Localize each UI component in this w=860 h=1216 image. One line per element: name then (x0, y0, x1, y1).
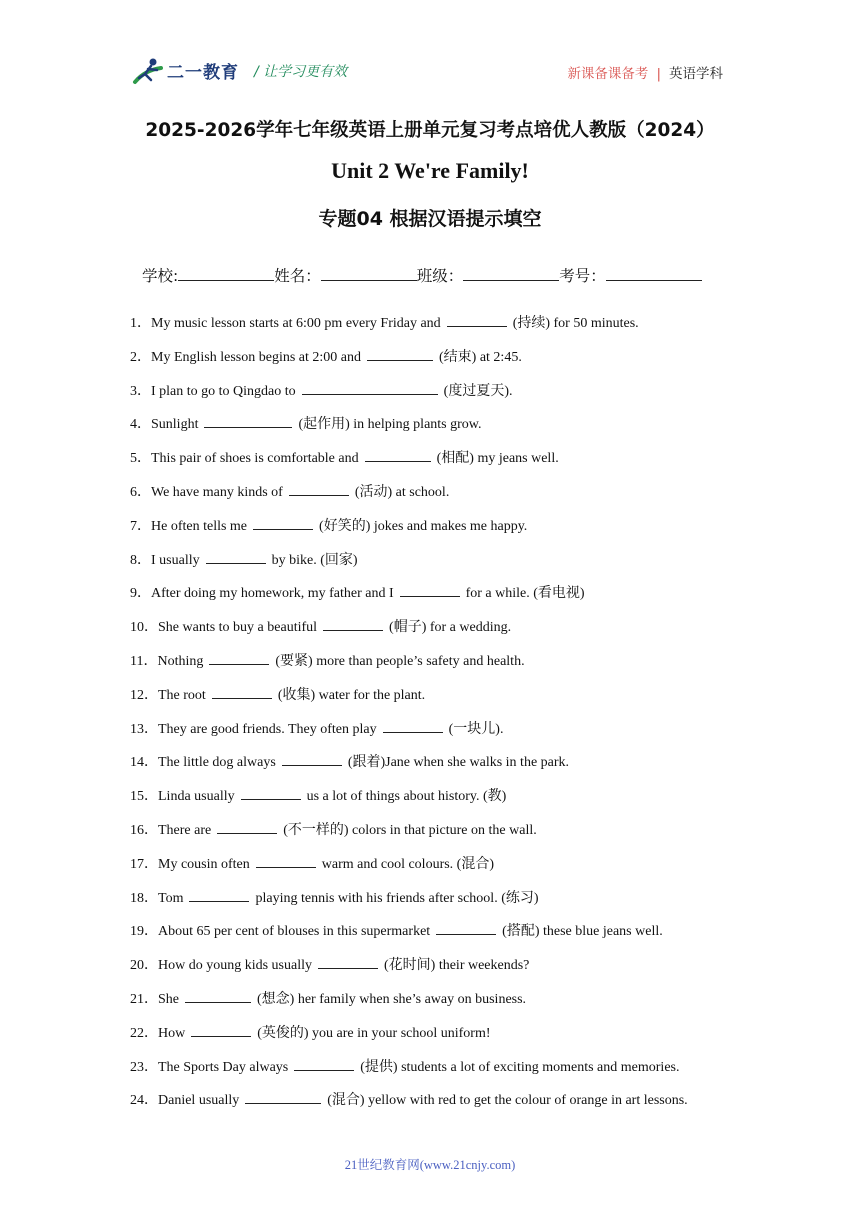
question-text-before: Linda usually (158, 789, 235, 805)
answer-blank[interactable] (209, 651, 269, 665)
question-number: 11． (130, 653, 158, 669)
question-number: 16． (130, 822, 158, 838)
answer-blank[interactable] (436, 921, 496, 935)
runner-logo-icon (131, 56, 167, 88)
question-number: 19． (130, 924, 158, 940)
answer-blank[interactable] (185, 989, 251, 1003)
unit-title: Unit 2 We're Family! (331, 158, 529, 183)
question-hint-after: (活动) at school. (354, 484, 450, 500)
student-info-row (142, 264, 702, 286)
question-item (130, 651, 790, 685)
question-hint-after: (提供) students a lot of exciting moments and memories. (360, 1059, 680, 1075)
question-item (130, 1023, 790, 1057)
school-label: 学校: (142, 267, 179, 285)
question-hint-after: (要紧) more than people’s safety and health. (275, 653, 525, 669)
question-number: 1． (130, 316, 151, 331)
question-text-before: After doing my homework, my father and I (151, 586, 394, 602)
header-separator: | (656, 66, 661, 82)
question-text-before: About 65 per cent of blouses in this supermarket (158, 924, 431, 940)
answer-blank[interactable] (294, 1057, 354, 1071)
exam-number-field[interactable] (606, 264, 702, 281)
question-hint-after: (英俊的) you are in your school uniform! (257, 1025, 491, 1041)
question-number: 9． (130, 586, 151, 602)
header-subject (567, 62, 723, 82)
question-hint-after: (好笑的) jokes and makes me happy. (319, 518, 528, 534)
question-hint-after: (结束) at 2:45. (439, 349, 522, 365)
question-item (130, 989, 790, 1023)
question-hint-after: by bike. (回家) (271, 552, 358, 568)
question-item (130, 719, 790, 753)
answer-blank[interactable] (318, 955, 378, 969)
slogan: / 让学习更有效 (254, 64, 348, 80)
question-item (130, 381, 790, 415)
question-number: 13． (130, 721, 158, 737)
question-text-before: Sunlight (151, 417, 199, 433)
question-number: 17． (130, 856, 158, 872)
question-text-before: Tom (158, 890, 184, 906)
question-number: 14． (130, 755, 158, 771)
name-field[interactable] (321, 264, 417, 281)
question-number: 6． (130, 484, 151, 500)
question-text-before: There are (158, 822, 212, 838)
class-field[interactable] (463, 264, 559, 281)
question-text-before: She (158, 991, 179, 1007)
answer-blank[interactable] (302, 381, 438, 395)
question-text-before: This pair of shoes is comfortable and (151, 451, 359, 467)
question-number: 12． (130, 687, 158, 703)
question-hint-after: (跟着)Jane when she walks in the park. (347, 755, 570, 771)
question-number: 4． (130, 417, 151, 433)
question-text-before: My music lesson starts at 6:00 pm every Friday and (151, 316, 441, 331)
question-item (130, 1090, 790, 1124)
answer-blank[interactable] (206, 550, 266, 564)
question-item (130, 583, 790, 617)
question-hint-after: (度过夏天). (443, 383, 513, 399)
question-item (130, 414, 790, 448)
question-item (130, 482, 790, 516)
answer-blank[interactable] (383, 719, 443, 733)
question-text-before: Nothing (157, 653, 204, 669)
answer-blank[interactable] (253, 516, 313, 530)
answer-blank[interactable] (204, 414, 292, 428)
header-subject-label: 英语学科 (669, 66, 723, 82)
question-list (130, 313, 790, 1124)
logo-text: 二一教育 (167, 63, 239, 83)
header-course-label: 新课备课备考 (567, 66, 649, 82)
answer-blank[interactable] (289, 482, 349, 496)
question-item (130, 752, 790, 786)
question-item (130, 448, 790, 482)
question-text-before: The root (158, 687, 206, 703)
question-hint-after: us a lot of things about history. (教) (306, 789, 507, 805)
class-label: 班级： (416, 267, 464, 285)
question-text-before: I plan to go to Qingdao to (151, 383, 296, 399)
question-number: 2． (130, 349, 151, 365)
answer-blank[interactable] (367, 347, 433, 361)
question-hint-after: (花时间) their weekends? (384, 958, 530, 974)
question-text-before: My cousin often (158, 856, 250, 872)
question-item (130, 617, 790, 651)
question-hint-after: (搭配) these blue jeans well. (502, 924, 663, 940)
question-item (130, 1057, 790, 1091)
answer-blank[interactable] (323, 617, 383, 631)
question-hint-after: for a while. (看电视) (465, 586, 585, 602)
question-number: 24． (130, 1093, 158, 1109)
question-number: 21． (130, 991, 158, 1007)
answer-blank[interactable] (282, 752, 342, 766)
question-text-before: My English lesson begins at 2:00 and (151, 349, 361, 365)
question-number: 7． (130, 518, 151, 534)
question-number: 10． (130, 620, 158, 636)
answer-blank[interactable] (217, 820, 277, 834)
question-hint-after: (一块儿). (448, 721, 504, 737)
question-item (130, 955, 790, 989)
question-item (130, 854, 790, 888)
answer-blank[interactable] (245, 1090, 321, 1104)
question-hint-after: (相配) my jeans well. (436, 451, 559, 467)
question-hint-after: (持续) for 50 minutes. (512, 316, 639, 331)
answer-blank[interactable] (256, 854, 316, 868)
question-number: 3． (130, 383, 151, 399)
question-number: 20． (130, 958, 158, 974)
answer-blank[interactable] (400, 583, 460, 597)
question-text-before: The Sports Day always (158, 1059, 289, 1075)
question-text-before: Daniel usually (158, 1093, 240, 1109)
exam-number-label: 考号： (559, 267, 606, 285)
question-item (130, 347, 790, 381)
question-item (130, 786, 790, 820)
answer-blank[interactable] (191, 1023, 251, 1037)
question-number: 23． (130, 1059, 158, 1075)
question-item (130, 921, 790, 955)
question-item (130, 313, 790, 347)
answer-blank[interactable] (365, 448, 431, 462)
question-text-before: She wants to buy a beautiful (158, 620, 318, 636)
question-hint-after: playing tennis with his friends after school. (练习) (255, 890, 539, 906)
question-number: 22． (130, 1025, 158, 1041)
question-hint-after: (起作用) in helping plants grow. (298, 417, 482, 433)
name-label: 姓名： (274, 267, 321, 285)
logo (131, 56, 243, 88)
answer-blank[interactable] (212, 685, 272, 699)
question-text-before: We have many kinds of (151, 484, 283, 500)
question-item (130, 820, 790, 854)
question-item (130, 550, 790, 584)
question-text-before: How (158, 1025, 186, 1041)
question-hint-after: warm and cool colours. (混合) (321, 856, 494, 872)
question-number: 5． (130, 451, 151, 467)
question-hint-after: (帽子) for a wedding. (389, 620, 512, 636)
topic-title: 专题04 根据汉语提示填空 (318, 208, 542, 230)
question-item (130, 888, 790, 922)
answer-blank[interactable] (447, 313, 507, 327)
footer-source: 21世纪教育网(www.21cnjy.com) (344, 1158, 516, 1172)
answer-blank[interactable] (189, 888, 249, 902)
question-text-before: He often tells me (151, 518, 248, 534)
question-number: 8． (130, 552, 151, 568)
question-text-before: The little dog always (158, 755, 276, 771)
question-text-before: How do young kids usually (158, 958, 312, 974)
question-hint-after: (想念) her family when she’s away on business. (257, 991, 527, 1007)
answer-blank[interactable] (241, 786, 301, 800)
page-header (0, 0, 860, 92)
question-text-before: I usually (151, 552, 200, 568)
question-number: 15． (130, 789, 158, 805)
document-title: 2025-2026学年七年级英语上册单元复习考点培优人教版（2024） (145, 120, 715, 141)
question-hint-after: (收集) water for the plant. (277, 687, 426, 703)
question-item (130, 685, 790, 719)
school-field[interactable] (178, 264, 274, 281)
question-number: 18． (130, 890, 158, 906)
question-hint-after: (不一样的) colors in that picture on the wall. (283, 822, 537, 838)
question-text-before: They are good friends. They often play (158, 721, 377, 737)
question-item (130, 516, 790, 550)
question-hint-after: (混合) yellow with red to get the colour of orange in art lessons. (327, 1093, 688, 1109)
